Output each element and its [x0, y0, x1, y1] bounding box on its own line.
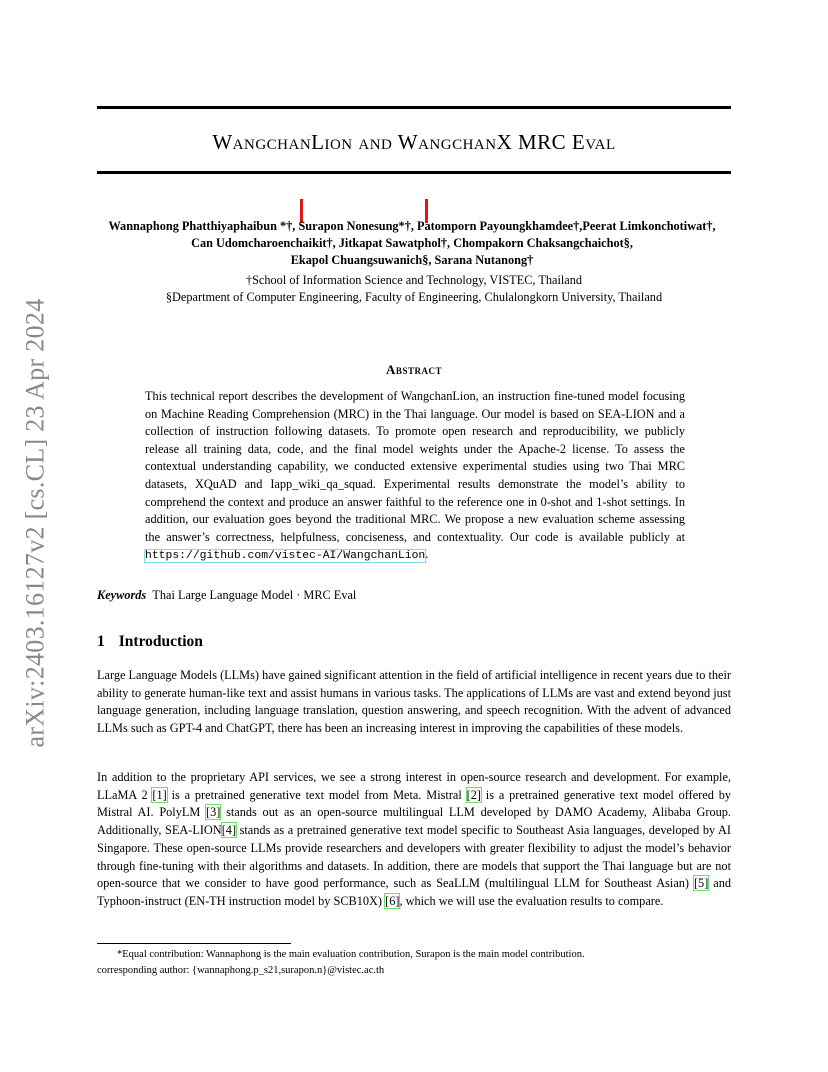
intro-paragraph-2 — [97, 769, 731, 911]
abstract-end: . — [425, 547, 429, 562]
footnote-line-2: corresponding author: {wannaphong.p_s21,surapon.n}@vistec.ac.th — [97, 964, 385, 976]
arxiv-identifier: arXiv:2403.16127v2 [cs.CL] 23 Apr 2024 — [21, 298, 50, 748]
footnote — [97, 947, 731, 978]
arxiv-sidebar — [20, 288, 52, 758]
footnote-rule — [97, 943, 291, 944]
section-number: 1 — [97, 633, 105, 650]
section-heading-introduction — [97, 633, 203, 651]
affiliation-1: †School of Information Science and Technology, VISTEC, Thailand — [245, 273, 583, 287]
author-line-1: Wannaphong Phatthiyaphaibun *†, Surapon Nonesung*†, Patomporn Payoungkhamdee†,Peerat Limkonchotiwat†, — [108, 219, 716, 233]
code-repository-link[interactable]: https://github.com/vistec-AI/WangchanLion — [145, 550, 426, 563]
section-title: Introduction — [118, 633, 203, 650]
para-text: is a pretrained generative text model offered by Mistral AI. PolyLM — [97, 787, 731, 820]
para-text: and Typhoon-instruct (EN-TH instruction model by SCB10X) — [97, 876, 731, 908]
author-list — [74, 218, 750, 269]
para-text: is a pretrained generative text model from Meta. Mistral — [166, 787, 467, 802]
citation-4-link[interactable]: [4] — [221, 823, 237, 838]
para-text: stands as a pretrained generative text model specific to Southeast Asia languages, developed by AI Singapore. These open-source LLMs provide researchers and developers with greater flexibility to adjust the model’s behavior through fine-tuning with their algorithms and datasets. In addition, there are models that support the Thai language but are not open-source that we consider to have good performance, such as SeaLLM (multilingual LLM for Southeast Asian) — [97, 823, 731, 891]
intro-paragraph-1: Large Language Models (LLMs) have gained significant attention in the field of artificial intelligence in recent years due to their ability to generate human-like text and assist humans in various tasks. The applications of LLMs are vast and extend beyond just language generation, including language translation, question answering, and speech recognition. With the advent of advanced LLMs such as GPT-4 and ChatGPT, there has been an increasing interest in improving the capabilities of these models. — [97, 668, 731, 736]
affiliation-2: §Department of Computer Engineering, Faculty of Engineering, Chulalongkorn University, Thailand — [165, 290, 663, 304]
para-text: In addition to the proprietary API services, we see a strong interest in open-source research and development. For example, LLaMA 2 — [97, 770, 731, 802]
abstract-heading: Abstract — [386, 362, 442, 377]
author-line-2: Can Udomcharoenchaikit†, Jitkapat Sawatphol†, Chompakorn Chaksangchaichot§, — [191, 236, 633, 250]
para-text: stands out as an open-source multilingual LLM developed by DAMO Academy, Alibaba Group. Additionally, SEA-LION — [97, 805, 731, 838]
citation-1-link[interactable]: [1] — [152, 787, 167, 802]
title-top-rule — [97, 106, 731, 109]
citation-2-link[interactable]: [2] — [466, 787, 481, 802]
keywords-label: Keywords — [97, 588, 147, 602]
citation-6-link[interactable]: [6] — [385, 893, 400, 908]
citation-5-link[interactable]: [5] — [693, 876, 709, 891]
keywords — [97, 588, 356, 603]
paper-title: WangchanLion and WangchanX MRC Eval — [212, 130, 616, 154]
abstract-body — [145, 388, 685, 566]
author-line-3: Ekapol Chuangsuwanich§, Sarana Nutanong† — [290, 253, 534, 267]
footnote-line-1: *Equal contribution: Wannaphong is the main evaluation contribution, Surapon is the main model contribution. — [117, 949, 585, 960]
title-bottom-rule — [97, 171, 731, 174]
citation-3-link[interactable]: [3] — [206, 805, 221, 820]
para-text: , which we will use the evaluation results to compare. — [399, 893, 664, 908]
keywords-text: Thai Large Language Model · MRC Eval — [152, 588, 357, 602]
abstract-text: This technical report describes the development of WangchanLion, an instruction fine-tuned model focusing on Machine Reading Comprehension (MRC) in the Thai language. Our model is based on SEA-LION and a collection of instruction following datasets. To promote open research and reproducibility, we publicly release all training data, code, and the final model weights under the Apache-2 license. To assess the contextual understanding capability, we conducted extensive experimental studies using two Thai MRC datasets, XQuAD and Iapp_wiki_qa_squad. Experimental results demonstrate the model’s ability to comprehend the context and produce an answer faithful to the reference one in 0-shot and 1-shot settings. In addition, our evaluation goes beyond the traditional MRC. We propose a new evaluation scheme assessing the answer’s correctness, helpfulness, conciseness, and contextuality. Our code is available publicly at — [145, 389, 685, 544]
